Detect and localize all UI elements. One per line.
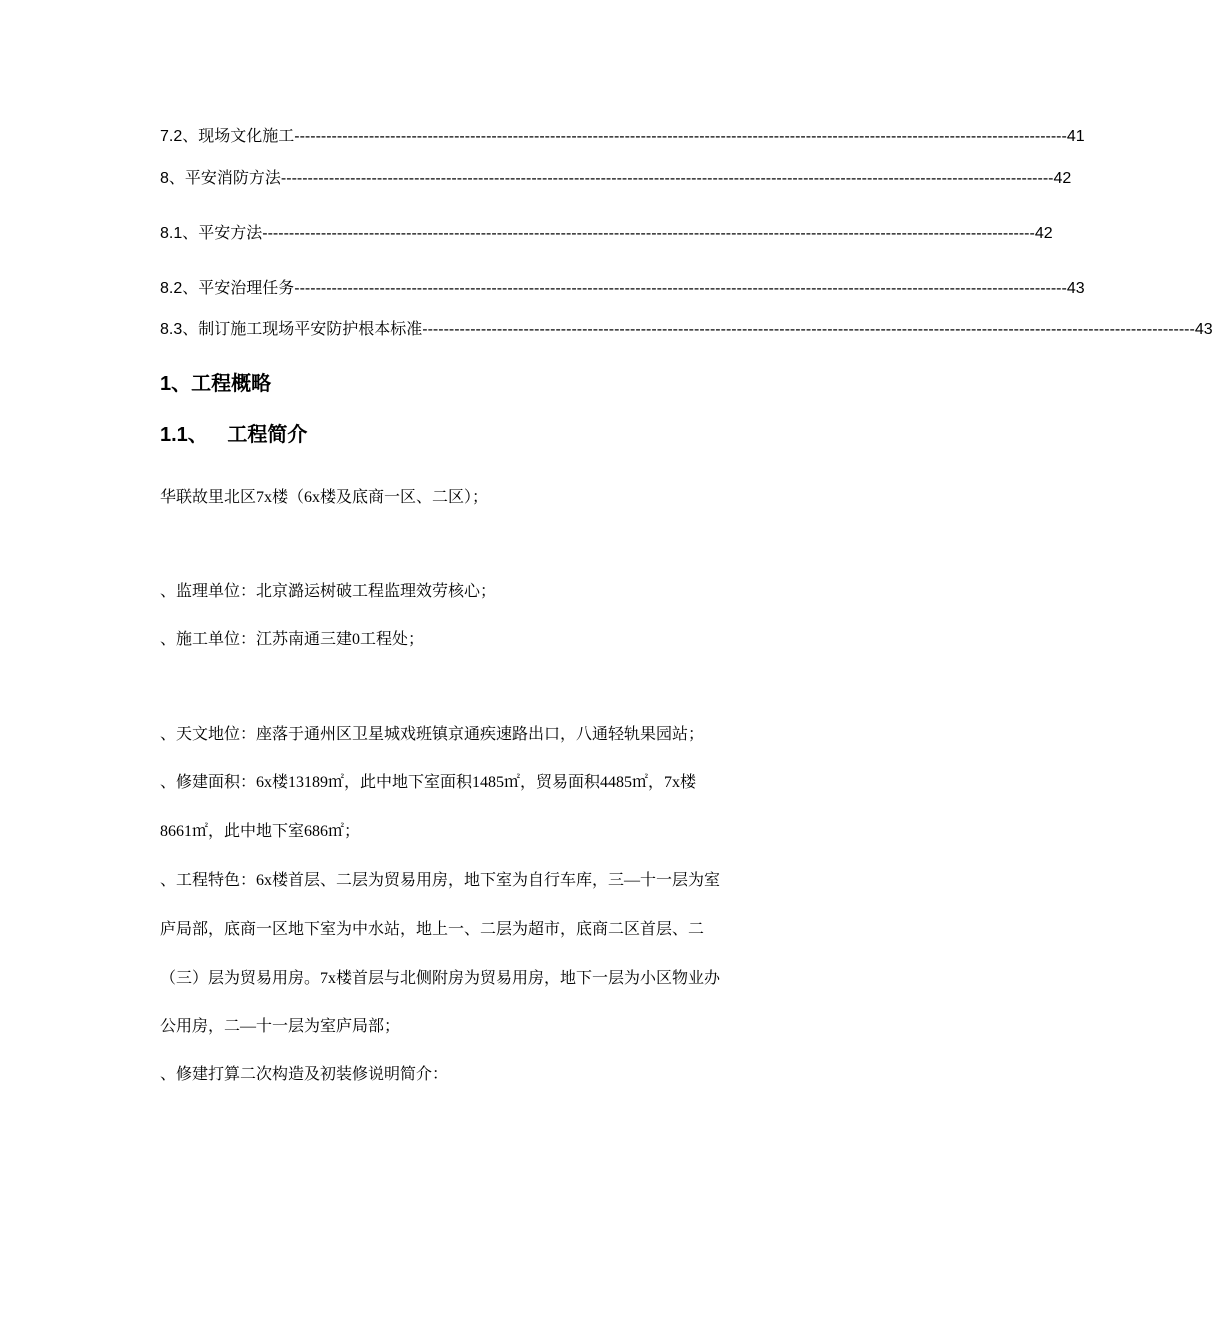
toc-entry-title: 7.2、现场文化施工 (160, 128, 295, 145)
toc-entry-title: 8.2、平安治理任务 (160, 280, 295, 297)
area-paragraph-line: 、修建面积：6x楼13189㎡，此中地下室面积1485㎡，贸易面积4485㎡，7x楼 (160, 774, 697, 791)
toc-entry[interactable] (160, 125, 1085, 149)
toc-entry-page: 42 (1034, 225, 1053, 242)
section-heading: 1、工程概略 (160, 373, 272, 395)
toc-entry-page: 41 (1066, 128, 1085, 145)
design-paragraph: 、修建打算二次构造及初装修说明简介： (160, 1066, 449, 1083)
toc-leader: ------------------------------------------------------------------------------------------------------------------------------------------------- (294, 128, 1067, 145)
subsection-title: 工程简介 (227, 424, 308, 446)
area-paragraph-line: 8661㎡，此中地下室686㎡； (160, 823, 361, 840)
subsection-number: 1.1、 (160, 424, 208, 446)
toc-leader: ------------------------------------------------------------------------------------------------------------------------------------------------- (262, 225, 1035, 242)
contractor-paragraph: 、施工单位：江苏南通三建0工程处； (160, 631, 425, 648)
features-paragraph-line: 公用房，二—十一层为室庐局部； (160, 1018, 401, 1035)
features-paragraph-line: 、工程特色：6x楼首层、二层为贸易用房，地下室为自行车库，三—十一层为室 (160, 872, 721, 889)
toc-leader: ------------------------------------------------------------------------------------------------------------------------------------------------- (422, 321, 1195, 338)
toc-leader: ------------------------------------------------------------------------------------------------------------------------------------------------- (280, 170, 1054, 187)
toc-entry-title: 8.1、平安方法 (160, 225, 263, 242)
toc-entry-page: 43 (1194, 321, 1213, 338)
toc-entry[interactable] (160, 167, 1072, 191)
subsection-heading (160, 421, 307, 449)
toc-entry-page: 43 (1066, 280, 1085, 297)
location-paragraph: 、天文地位：座落于通州区卫星城戏班镇京通疾速路出口，八通轻轨果园站； (160, 726, 705, 743)
features-paragraph-line: （三）层为贸易用房。7x楼首层与北侧附房为贸易用房，地下一层为小区物业办 (160, 970, 721, 987)
toc-entry[interactable] (160, 318, 1213, 342)
supervisor-paragraph: 、监理单位：北京潞运树破工程监理效劳核心； (160, 583, 497, 600)
toc-entry-title: 8.3、制订施工现场平安防护根本标准 (160, 321, 423, 338)
toc-entry[interactable] (160, 277, 1085, 301)
toc-leader: ------------------------------------------------------------------------------------------------------------------------------------------------- (294, 280, 1067, 297)
toc-entry[interactable] (160, 222, 1053, 246)
features-paragraph-line: 庐局部，底商一区地下室为中水站，地上一、二层为超市，底商二区首层、二 (160, 921, 705, 938)
toc-entry-title: 8、平安消防方法 (160, 170, 281, 187)
toc-entry-page: 42 (1053, 170, 1072, 187)
project-name-paragraph: 华联故里北区7x楼（6x楼及底商一区、二区）； (160, 489, 489, 506)
